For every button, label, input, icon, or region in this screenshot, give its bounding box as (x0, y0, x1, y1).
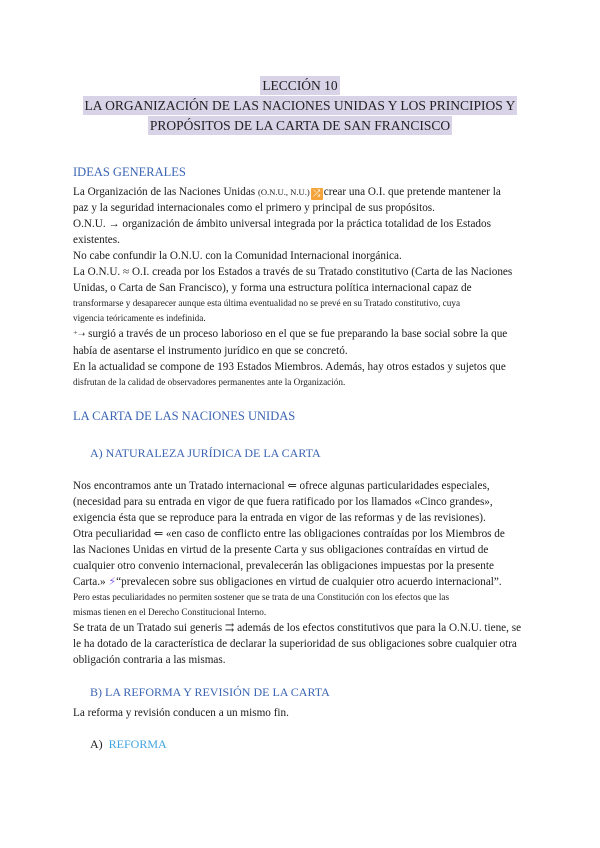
ideas-line: transformarse y desaparecer aunque esta última eventualidad no se prevé en su Tratado constitutivo, cuya (73, 298, 461, 308)
ideas-line: vigencia teóricamente es indefinida. (73, 313, 206, 323)
carta-line: Nos encontramos ante un Tratado internacional ⇐ ofrece algunas particularidades especiales, (73, 480, 490, 492)
ideas-line: ⁺➝ surgió a través de un proceso laborioso en el que se fue preparando la base social sobre la que (73, 328, 508, 340)
lesson-number: LECCIÓN 10 (262, 78, 338, 93)
carta-line: Carta.» ⚡“prevalecen sobre sus obligaciones en virtud de cualquier otro acuerdo internacional”. (73, 575, 502, 588)
reforma-intro: La reforma y revisión conducen a un mismo fin. (73, 707, 289, 719)
lesson-title-line-1: LA ORGANIZACIÓN DE LAS NACIONES UNIDAS Y LOS PRINCIPIOS Y (84, 98, 516, 113)
ideas-line: La O.N.U. ≈ O.I. creada por los Estados a través de su Tratado constitutivo (Carta de las Naciones (73, 266, 513, 278)
carta-line: Se trata de un Tratado sui generis ⇉ además de los efectos constitutivos que para la O.N.U. tiene, se (73, 622, 522, 634)
ideas-line: Unidas, o Carta de San Francisco), y forma una estructura política internacional capaz de (73, 282, 472, 294)
lesson-title-line-2: PROPÓSITOS DE LA CARTA DE SAN FRANCISCO (149, 118, 451, 133)
ideas-heading: IDEAS GENERALES (73, 165, 186, 179)
carta-line: le ha dotado de la característica de declarar la superioridad de sus obligaciones sobre cualquier otra (73, 638, 517, 650)
subsection-b-body (73, 705, 533, 721)
twisted-arrows-icon: ⤮ (311, 188, 323, 200)
reforma-heading: A) REFORMA (90, 737, 167, 751)
lesson-title-block (0, 76, 600, 136)
lightning-icon: ⚡ (108, 575, 117, 588)
section-ideas-generales (73, 164, 533, 390)
naturaleza-heading: A) NATURALEZA JURÍDICA DE LA CARTA (90, 446, 321, 460)
sparkle-arrow-icon: ⁺➝ (73, 330, 86, 340)
subsection-a-body (73, 478, 533, 668)
carta-line: las Naciones Unidas en virtud de la presente Carta y sus obligaciones contraídas en virtud de (73, 544, 489, 556)
subsection-a-heading (90, 445, 550, 461)
carta-line: (necesidad para su entrada en vigor de que fuera ratificado por los llamados «Cinco grandes», (73, 496, 493, 508)
ideas-line: En la actualidad se compone de 193 Estados Miembros. Además, hay otros estados y sujetos que (73, 361, 506, 373)
carta-line: Otra peculiaridad ⇐ «en caso de conflicto entre las obligaciones contraídas por los Miembros de (73, 528, 505, 540)
carta-line: exigencia ésta que se reproduce para la entrada en vigor de las reformas y de las revisiones). (73, 512, 486, 524)
carta-heading: LA CARTA DE LAS NACIONES UNIDAS (73, 409, 296, 423)
ideas-line: disfrutan de la calidad de observadores permanentes ante la Organización. (73, 377, 346, 387)
ideas-line: había de asentarse el instrumento jurídico en que se concretó. (73, 345, 348, 357)
carta-line: mismas tienen en el Derecho Constitucional Interno. (73, 607, 267, 617)
carta-line: obligación contraria a las mismas. (73, 654, 226, 666)
ideas-line: existentes. (73, 234, 120, 246)
ideas-line: O.N.U. → organización de ámbito universal integrada por la práctica totalidad de los Estados (73, 218, 491, 230)
ideas-line: paz y la seguridad internacionales como el primero y principal de sus propósitos. (73, 202, 435, 214)
subsection-reforma-heading (90, 736, 550, 752)
carta-line: cualquier otro convenio internacional, prevalecerán las obligaciones impuestas por la presente (73, 560, 494, 572)
carta-line: Pero estas peculiaridades no permiten sostener que se trata de una Constitución con los efectos que las (73, 592, 450, 602)
ideas-line: No cabe confundir la O.N.U. con la Comunidad Internacional inorgánica. (73, 250, 402, 262)
ideas-line: La Organización de las Naciones Unidas (O.N.U., N.U.) ⤮ crear una O.I. que pretende mantener la (73, 186, 501, 199)
subsection-b-heading (90, 684, 550, 700)
reforma-revision-heading: B) LA REFORMA Y REVISIÓN DE LA CARTA (90, 685, 330, 699)
section-carta (73, 408, 533, 424)
